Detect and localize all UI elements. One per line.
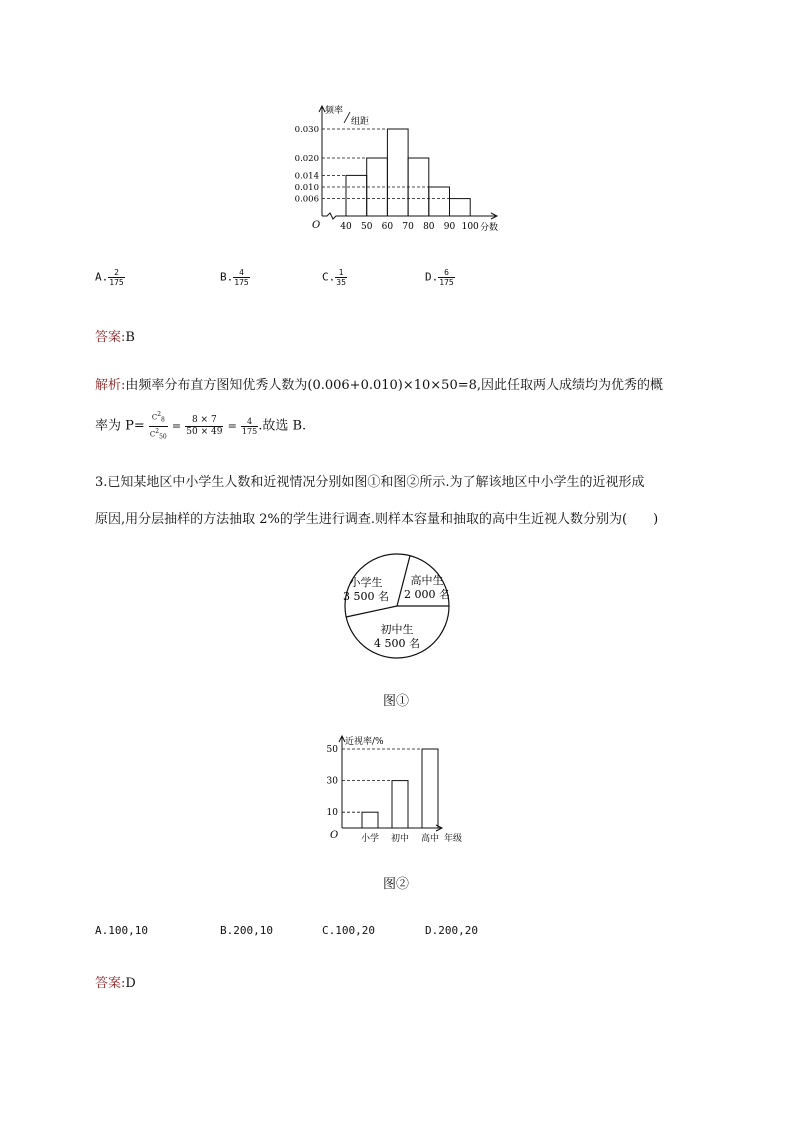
analysis-prefix: 率为 P= bbox=[95, 418, 145, 434]
q3-option-b: B.200,10 bbox=[220, 924, 273, 937]
pie-slice-label: 初中生 bbox=[380, 623, 414, 636]
y-axis-label-top: 频率 bbox=[325, 106, 344, 116]
y-tick-label: 0.020 bbox=[294, 154, 319, 164]
pie-divider bbox=[346, 606, 397, 617]
origin-label: O bbox=[312, 220, 321, 231]
x-tick-label: 50 bbox=[360, 222, 373, 232]
equals-sign: = bbox=[227, 419, 237, 433]
answer-label: 答案: bbox=[95, 976, 126, 991]
pie-slice-count: 2 000 名 bbox=[404, 588, 450, 601]
myopia-bar bbox=[392, 781, 408, 828]
result-fraction: $\frac{4}{175}$ bbox=[241, 416, 258, 436]
q3-line1: 3.已知某地区中小学生人数和近视情况分别如图①和图②所示.为了解该地区中小学生的近视形成 bbox=[95, 475, 645, 490]
q3-option-c: C.100,20 bbox=[322, 924, 375, 937]
product-fraction: $\frac{8 \times 7}{50 \times 49}$ bbox=[186, 414, 223, 437]
y-tick-label: 0.006 bbox=[294, 194, 319, 205]
option-letter: D. bbox=[425, 270, 439, 284]
option-letter: A. bbox=[95, 270, 109, 284]
origin-label: O bbox=[330, 830, 339, 841]
bar-caption: 图② bbox=[383, 877, 410, 892]
answer-label: 答案: bbox=[95, 330, 126, 345]
combination-fraction: $\frac{C^2_8}{C^2_{50}}$ bbox=[149, 411, 167, 441]
analysis-text: 由频率分布直方图知优秀人数为(0.006+0.010)×10×50=8,因此任取两人成绩均为优秀的概 bbox=[125, 378, 664, 393]
y-axis-label-bottom: 组距 bbox=[351, 117, 370, 127]
y-axis-label-slash bbox=[344, 112, 350, 123]
histogram-bar bbox=[346, 175, 367, 216]
myopia-bar-chart bbox=[318, 730, 478, 848]
histogram-chart bbox=[285, 98, 515, 236]
option-fraction: $\frac{1}{35}$ bbox=[336, 268, 346, 287]
y-tick-label: 0.030 bbox=[294, 125, 319, 135]
equals-sign: = bbox=[171, 419, 182, 433]
option-letter: B. bbox=[220, 270, 234, 284]
myopia-bar bbox=[362, 812, 378, 828]
option-fraction: $\frac{4}{175}$ bbox=[234, 268, 249, 287]
q3-option-a: A.100,10 bbox=[95, 924, 148, 937]
y-axis-label: 近视率/% bbox=[345, 737, 384, 747]
pie-chart bbox=[335, 545, 459, 667]
q2-option-b bbox=[220, 268, 250, 287]
histogram-bar bbox=[450, 199, 471, 216]
answer-value: B bbox=[125, 330, 135, 345]
y-tick-label: 30 bbox=[326, 776, 338, 787]
q2-option-c bbox=[322, 268, 347, 287]
pie-slice-label: 高中生 bbox=[410, 574, 444, 587]
x-tick-label: 100 bbox=[461, 222, 479, 232]
y-tick-label: 50 bbox=[326, 745, 338, 755]
y-tick-label: 10 bbox=[326, 808, 338, 819]
x-tick-label: 40 bbox=[340, 222, 352, 232]
x-tick-label: 70 bbox=[402, 222, 414, 232]
option-fraction: $\frac{2}{175}$ bbox=[109, 268, 124, 287]
option-fraction: $\frac{6}{175}$ bbox=[439, 268, 454, 287]
analysis-suffix: .故选 B. bbox=[258, 418, 307, 434]
x-tick-label: 80 bbox=[423, 222, 435, 232]
pie-slice-count: 3 500 名 bbox=[343, 590, 389, 603]
pie-slice-count: 4 500 名 bbox=[374, 637, 420, 650]
x-tick-label: 90 bbox=[443, 222, 456, 232]
histogram-bar bbox=[387, 129, 408, 216]
histogram-bar bbox=[429, 187, 450, 216]
answer-value: D bbox=[125, 976, 136, 991]
y-tick-label: 0.014 bbox=[294, 171, 319, 182]
q2-option-a bbox=[95, 268, 125, 287]
x-category-label: 小学 bbox=[360, 834, 380, 844]
analysis-label: 解析: bbox=[95, 378, 126, 393]
x-axis-label: 分数 bbox=[480, 223, 499, 233]
q3-line2: 原因,用分层抽样的方法抽取 2%的学生进行调查.则样本容量和抽取的高中生近视人数分别为( ) bbox=[95, 512, 659, 527]
myopia-bar bbox=[422, 749, 438, 828]
pie-slice-label: 小学生 bbox=[349, 576, 383, 589]
x-tick-label: 60 bbox=[381, 222, 394, 232]
q2-answer bbox=[95, 326, 135, 345]
x-axis-label: 年级 bbox=[444, 834, 463, 844]
y-tick-label: 0.010 bbox=[294, 183, 319, 193]
q3-answer bbox=[95, 972, 136, 991]
x-category-label: 高中 bbox=[420, 834, 440, 844]
pie-caption: 图① bbox=[383, 694, 410, 709]
x-category-label: 初中 bbox=[390, 834, 410, 844]
q2-analysis-line2 bbox=[95, 410, 306, 442]
q2-analysis-line1 bbox=[95, 374, 663, 393]
q3-option-d: D.200,20 bbox=[425, 924, 478, 937]
q2-option-d bbox=[425, 268, 455, 287]
option-letter: C. bbox=[322, 270, 336, 284]
